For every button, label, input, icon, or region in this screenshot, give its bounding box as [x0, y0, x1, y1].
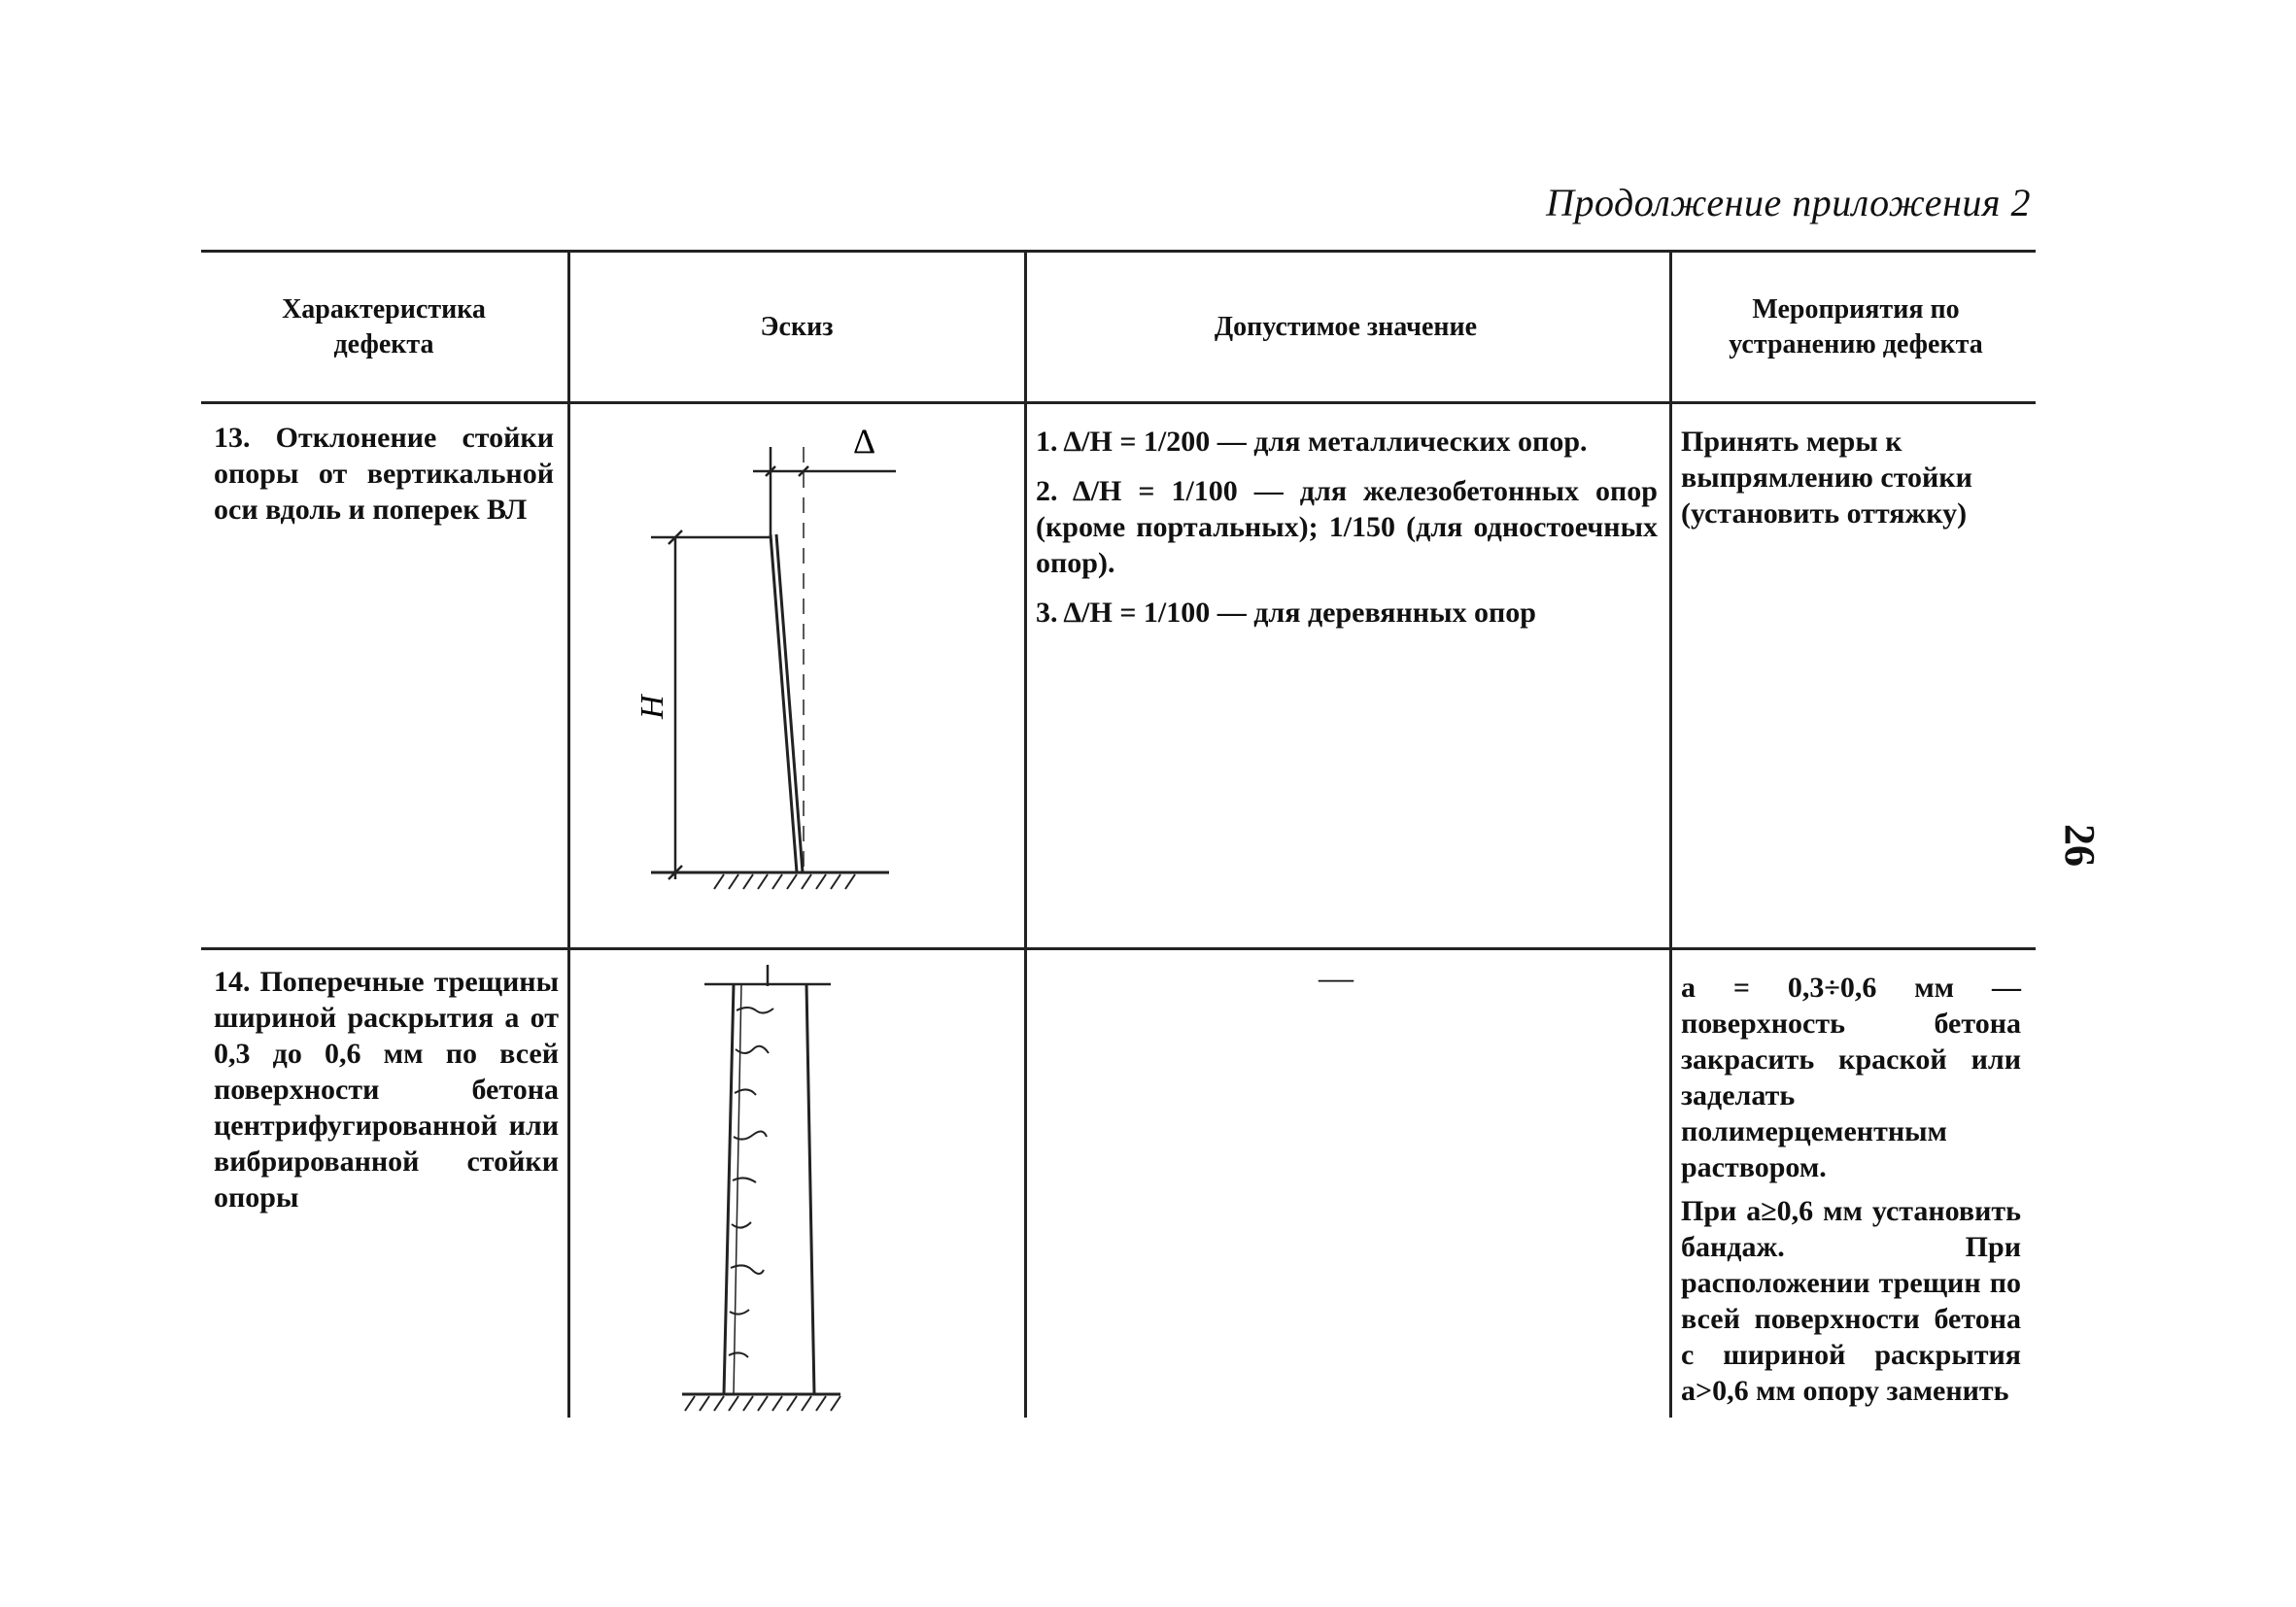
sketch-pole-deviation: [632, 408, 923, 913]
measures-item-1: a = 0,3÷0,6 мм — поверхность бетона закрасить краской или заделать полимерцементным раствором.: [1681, 972, 2021, 1183]
column-header-sketch: Эскиз: [760, 312, 834, 342]
row-13-allowed: [1036, 424, 1658, 644]
column-divider-3: [1669, 252, 1672, 1418]
row-14-measures: [1681, 970, 2021, 1422]
table-top-rule: [201, 250, 2036, 253]
row-divider: [201, 947, 2036, 950]
allowed-item-3: 3. Δ/H = 1/100 — для деревянных опор: [1036, 597, 1536, 629]
column-header-measures: Мероприятия по устранению дефекта: [1729, 294, 1983, 359]
column-divider-1: [567, 252, 570, 1418]
allowed-item-1: 1. Δ/H = 1/200 — для металлических опор.: [1036, 426, 1588, 458]
column-divider-2: [1024, 252, 1027, 1418]
sketch-height-label: H: [634, 695, 670, 719]
sketch-pole-cracks: [670, 957, 865, 1423]
header-bottom-rule: [201, 401, 2036, 404]
row-14-allowed-dash: —: [1319, 958, 1354, 997]
column-header-defect: Характеристика дефекта: [282, 294, 486, 359]
row-14-defect: 14. Поперечные трещины шириной раскрытия a от 0,3 до 0,6 мм по всей поверхности бетона центрифугированной или вибрированной стойки опоры: [214, 966, 559, 1214]
measures-item-2: При a≥0,6 мм установить бандаж. При расположении трещин по всей поверхности бетона с шириной раскрытия a>0,6 мм опору заменить: [1681, 1195, 2021, 1407]
sketch-delta-label: Δ: [853, 422, 876, 461]
page-number: 26: [2056, 824, 2104, 867]
allowed-item-2: 2. Δ/H = 1/100 — для железобетонных опор (кроме портальных); 1/150 (для одностоечных опор).: [1036, 475, 1658, 579]
row-13-measures: Принять меры к выпрямлению стойки (установить оттяжку): [1681, 426, 1972, 530]
row-13-defect: 13. Отклонение стойки опоры от вертикальной оси вдоль и поперек ВЛ: [214, 422, 554, 526]
column-header-allowed: Допустимое значение: [1214, 312, 1478, 342]
page-header-title: Продолжение приложения 2: [1546, 181, 2031, 224]
